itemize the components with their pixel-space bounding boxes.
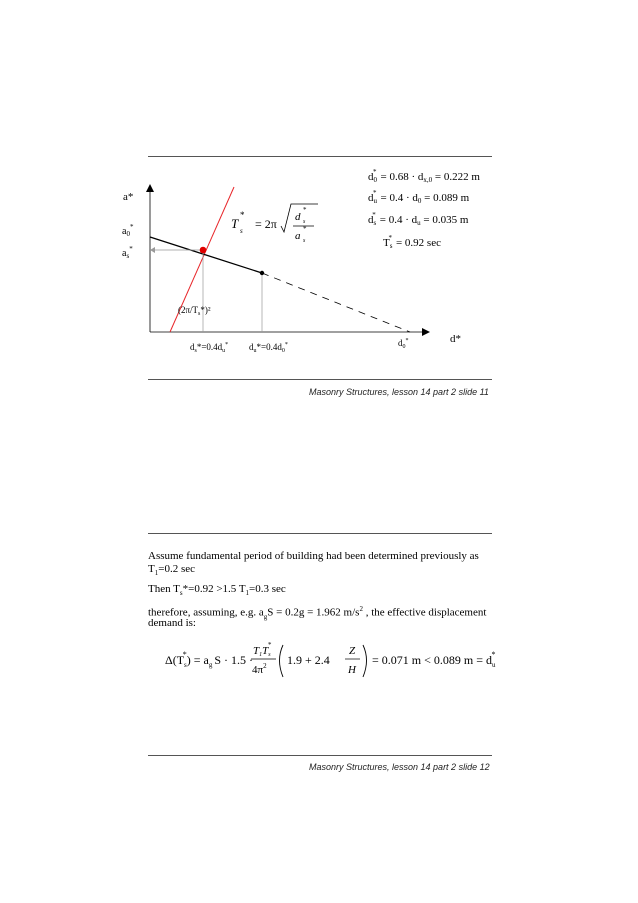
svg-text:Z: Z [349,645,356,657]
svg-text:T: T [231,216,239,231]
x-axis-label: d* [450,333,461,345]
displacement-demand-formula [0,635,638,695]
top-rule-slide-11 [148,156,492,157]
capacity-line-solid [150,237,262,273]
bottom-rule-slide-12 [148,755,492,756]
svg-text:s: s [303,238,306,244]
capacity-line-dashed [262,273,410,332]
as-guide-arrow [150,247,155,253]
footer-slide-12: Masonry Structures, lesson 14 part 2 slide 12 [309,762,490,772]
performance-point [200,247,207,254]
svg-text:Δ(Ts*) = agS · 1.5 ·: $\Delta(T_s*) = a_g$ S · 1.5 · [165,650,254,669]
equation-ds [368,211,469,227]
x-axis-arrow [422,328,430,336]
period-formula [231,204,318,244]
svg-text:*: * [303,225,307,233]
svg-text:du*= 0.4 · d0 = 0.089 m: du* = 0.4 · d0 = 0.089 m [368,189,470,205]
footer-slide-11: Masonry Structures, lesson 14 part 2 slide 11 [309,387,489,397]
svg-text:d0*= 0.68 · dx,0 = 0.222 m: d0* = 0.68 · dx,0 = 0.222 m [368,168,480,184]
svg-text:s: s [303,219,306,225]
svg-text:= 0.071 m < 0.089 m = du*: = 0.071 m < 0.089 $m = d_u*$ [372,650,496,669]
as-label: $a_s^*$ [122,245,133,260]
svg-text:d: d [295,211,301,223]
text-line-4: therefore, assuming, e.g. $a_gS = 0.2g = 1.962$ $m/s^2$ , the effective displacement [148,605,487,621]
slope-label: $(2\pi/T_s*)^2$ [178,305,211,317]
svg-text:= 2π: = 2π [255,217,277,231]
text-line-2: $T_1=0.2$ sec [148,563,195,578]
y-axis-arrow [146,184,154,192]
du-label: $d_u*=0.4d_0^*$ [249,342,288,354]
svg-text:ds*= 0.4 · du = 0.035 m: ds* = 0.4 · du = 0.035 m [368,211,469,227]
ds-label: $d_s*=0.4d_u^*$ [190,342,229,354]
top-rule-slide-12 [148,533,492,534]
equation-d0 [368,168,480,184]
text-line-3: Then $T_s*=0.92 >1.5$ $T_1=0.3$ sec [148,583,286,598]
d0-label: $d_0^*$ [398,338,409,350]
svg-text:4π2: $4\pi^2$ [252,662,267,676]
svg-text:Ts*= 0.92 sec: Ts* = 0.92 sec [383,234,441,250]
bottom-rule-slide-11 [148,379,492,380]
a0-label: $a_0^*$ [122,223,134,238]
ultimate-point [260,271,264,275]
svg-text:*: * [303,206,307,214]
equation-du [368,189,470,205]
text-line-5: demand is: [148,617,196,629]
svg-text:*: * [240,210,245,220]
pushover-diagram [0,160,638,410]
equation-ts [383,234,441,250]
svg-text:T1Ts*: T1Ts* [253,641,272,658]
text-line-1: Assume fundamental period of building had been determined previously as [148,550,479,562]
svg-text:a: a [295,230,301,242]
y-axis-label: a* [123,191,134,203]
svg-text:1.9 + 2.4: 1.9 + 2.4 [287,653,330,667]
svg-text:s: s [240,227,243,235]
svg-text:H: H [348,664,356,676]
